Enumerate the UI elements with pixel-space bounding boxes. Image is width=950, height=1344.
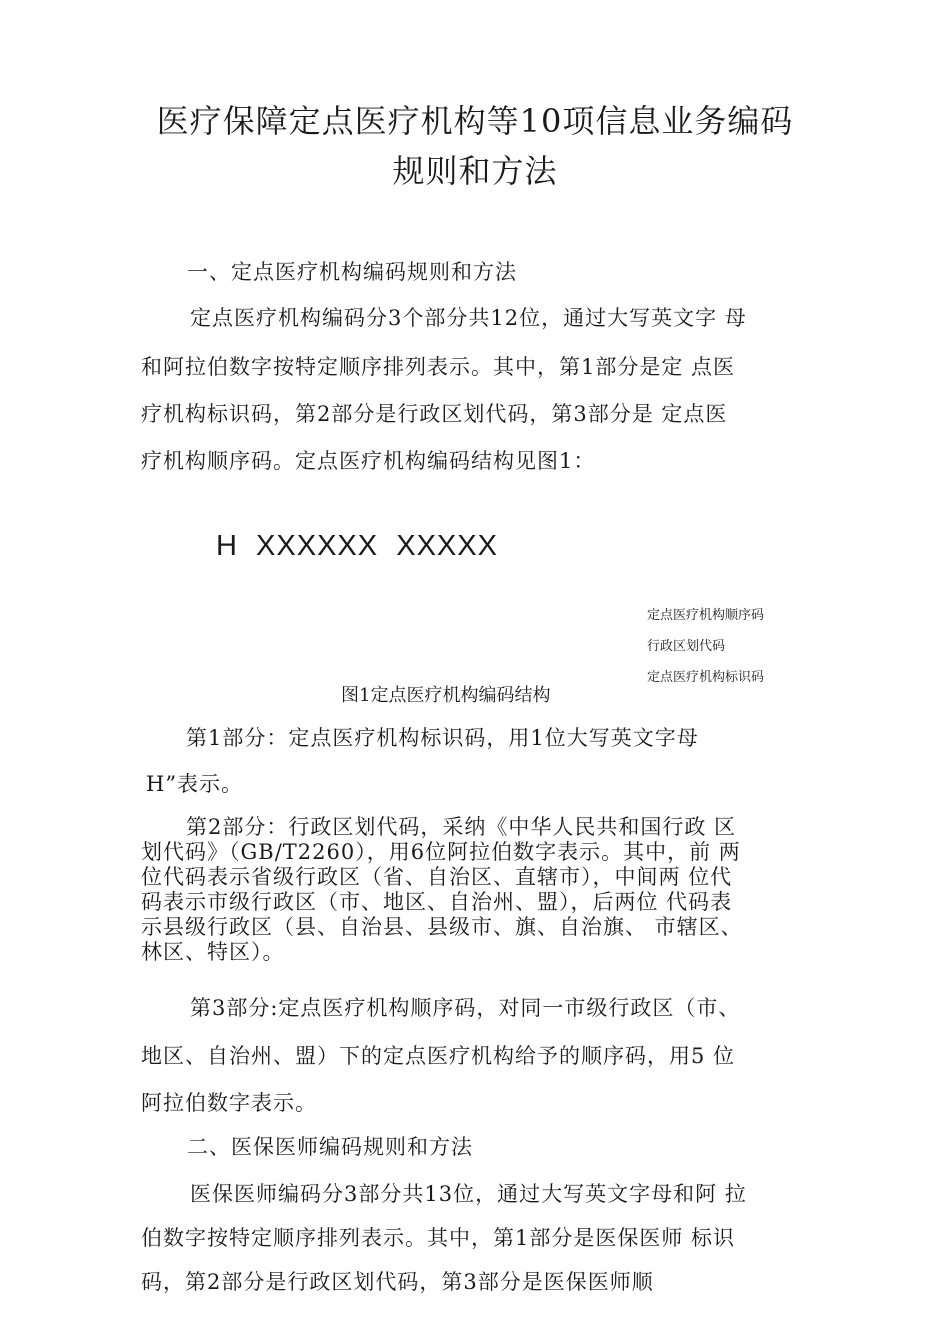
title-line-1: 医疗保障定点医疗机构等10项信息业务编码 [156,102,794,140]
section-2-para-line-3: 码，第2部分是行政区划代码，第3部分是医保医师顺 [141,1270,654,1294]
section-2-para-line-2: 伯数字按特定顺序排列表示。其中，第1部分是医保医师 标识 [141,1226,736,1250]
figure-label-sequence-code: 定点医疗机构顺序码 [647,608,765,623]
part-2-line-3: 位代码表示省级行政区（省、自治区、直辖市），中间两 位代 [141,865,733,889]
part-2-line-1: 第2部分：行政区划代码，采纳《中华人民共和国行政 区 [186,815,737,839]
section-1-para-line-1: 定点医疗机构编码分3个部分共12位，通过大写英文字 母 [190,306,747,330]
title-line-2: 规则和方法 [392,152,558,190]
section-1-para-line-2: 和阿拉伯数字按特定顺序排列表示。其中，第1部分是定 点医 [141,355,736,379]
figure-caption: 图1定点医疗机构编码结构 [341,685,551,706]
section-1-para-line-3: 疗机构标识码，第2部分是行政区划代码，第3部分是 定点医 [141,402,728,426]
part-3-line-1: 第3部分:定点医疗机构顺序码，对同一市级行政区（市、 [190,996,741,1020]
section-1-para-line-4: 疗机构顺序码。定点医疗机构编码结构见图1： [141,449,596,473]
part-2-line-4: 码表示市级行政区（市、地区、自治州、盟），后两位 代码表 [141,890,733,914]
part-2-line-5: 示县级行政区（县、自治县、县级市、旗、自治旗、 市辖区、 [141,915,743,939]
figure-label-region-code: 行政区划代码 [647,639,726,654]
part-3-line-3: 阿拉伯数字表示。 [141,1091,317,1115]
part-1-line-1: 第1部分：定点医疗机构标识码，用1位大写英文字母 [186,726,699,750]
part-2-line-2: 划代码》（GB/T2260），用6位阿拉伯数字表示。其中，前 两 [141,840,741,864]
part-2-line-6: 林区、特区）。 [141,940,285,964]
section-1-heading: 一、定点医疗机构编码规则和方法 [187,260,517,284]
document-title [100,96,850,196]
section-2-heading: 二、医保医师编码规则和方法 [187,1135,473,1159]
code-structure: H XXXXXX XXXXX [216,530,498,562]
part-3-line-2: 地区、自治州、盟）下的定点医疗机构给予的顺序码，用5 位 [141,1044,736,1068]
figure-label-identifier-code: 定点医疗机构标识码 [647,670,765,685]
part-1-line-2: H”表示。 [146,772,244,796]
section-2-para-line-1: 医保医师编码分3部分共13位，通过大写英文字母和阿 拉 [190,1182,747,1206]
